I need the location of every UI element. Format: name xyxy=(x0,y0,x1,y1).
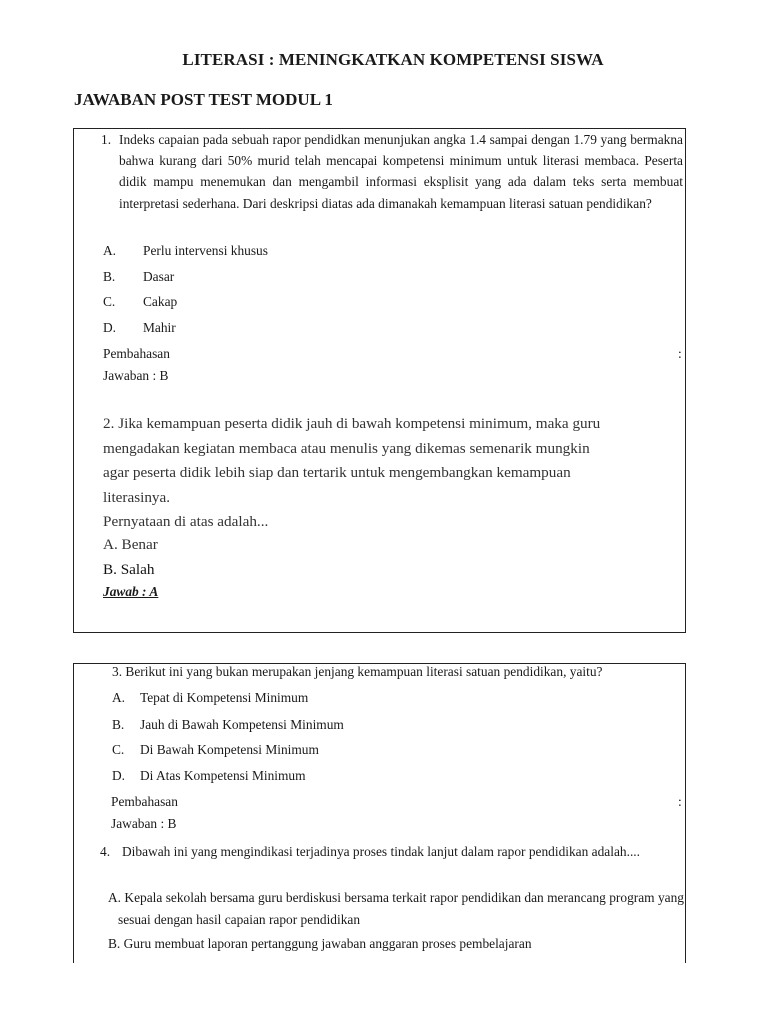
q1-option-d-text: Mahir xyxy=(143,320,176,335)
question-2-line: literasinya. xyxy=(103,488,171,506)
question-2-line: 2. Jika kemampuan peserta didik jauh di bawah kompetensi minimum, maka guru xyxy=(103,415,601,432)
q1-option-d-letter: D. xyxy=(103,320,117,335)
page-title: LITERASI : MENINGKATKAN KOMPETENSI SISWA xyxy=(182,50,604,69)
q1-option-c-letter: C. xyxy=(103,294,116,309)
question-2-statement: Pernyataan di atas adalah... xyxy=(103,513,269,531)
q3-option-a-letter: A. xyxy=(112,690,126,705)
q3-option-b-letter: B. xyxy=(112,717,125,732)
q3-discussion-colon: : xyxy=(678,794,682,809)
q2-option-a: A. Benar xyxy=(103,536,158,553)
question-3: 3. Berikut ini yang bukan merupakan jenjang kemampuan literasi satuan pendidikan, yaitu? xyxy=(112,664,603,679)
q3-option-d-letter: D. xyxy=(112,768,126,783)
q4-option-a xyxy=(108,887,684,931)
question-box-2-left xyxy=(73,663,101,963)
q1-option-a-text: Perlu intervensi khusus xyxy=(143,243,268,258)
question-2 xyxy=(103,412,663,535)
q3-discussion-label: Pembahasan xyxy=(111,794,178,809)
question-1-number: 1. xyxy=(101,132,112,147)
question-1 xyxy=(101,129,683,214)
q3-answer: Jawaban : B xyxy=(111,816,177,831)
q1-option-b-text: Dasar xyxy=(143,269,175,284)
q2-option-b: B. Salah xyxy=(103,561,155,578)
q1-discussion-colon: : xyxy=(678,346,682,361)
page-subtitle: JAWABAN POST TEST MODUL 1 xyxy=(74,90,333,109)
question-1-text: Indeks capaian pada sebuah rapor pendidkan menunjukan angka 1.4 sampai dengan 1.79 yang bermakna bahwa kurang dari 50% murid telah mencapai kompetensi minimum untuk literasi membaca. Peserta didik mampu menemukan dan mengambil informasi eksplisit yang ada dalam teks serta membuat interpretasi sederhana. Dari deskripsi diatas ada dimanakah kemampuan literasi satuan pendidikan? xyxy=(119,132,683,211)
q4-option-b: B. Guru membuat laporan pertanggung jawaban anggaran proses pembelajaran xyxy=(108,936,532,951)
q1-option-c-text: Cakap xyxy=(143,294,178,309)
question-4-text: Dibawah ini yang mengindikasi terjadinya proses tindak lanjut dalam rapor pendidikan adalah.... xyxy=(122,844,640,859)
q3-option-b-text: Jauh di Bawah Kompetensi Minimum xyxy=(140,717,344,732)
q1-discussion-label: Pembahasan xyxy=(103,346,170,361)
question-2-line: agar peserta didik lebih siap dan tertarik untuk mengembangkan kemampuan xyxy=(103,464,571,482)
q3-option-a-text: Tepat di Kompetensi Minimum xyxy=(140,690,309,705)
question-4 xyxy=(100,841,684,863)
question-2-line: mengadakan kegiatan membaca atau menulis yang dikemas semenarik mungkin xyxy=(103,439,590,457)
q3-option-c-text: Di Bawah Kompetensi Minimum xyxy=(140,742,319,757)
q3-option-d-text: Di Atas Kompetensi Minimum xyxy=(140,768,306,783)
q4-option-a-text: A. Kepala sekolah bersama guru berdiskusi bersama terkait rapor pendidikan dan merancang program yang sesuai dengan hasil capaian rapor pendidikan xyxy=(108,890,684,927)
q3-option-c-letter: C. xyxy=(112,742,125,757)
q1-answer: Jawaban : B xyxy=(103,368,169,383)
question-4-number: 4. xyxy=(100,844,111,859)
q1-option-b-letter: B. xyxy=(103,269,116,284)
q2-answer: Jawab : A xyxy=(103,584,159,599)
q1-option-a-letter: A. xyxy=(103,243,117,258)
